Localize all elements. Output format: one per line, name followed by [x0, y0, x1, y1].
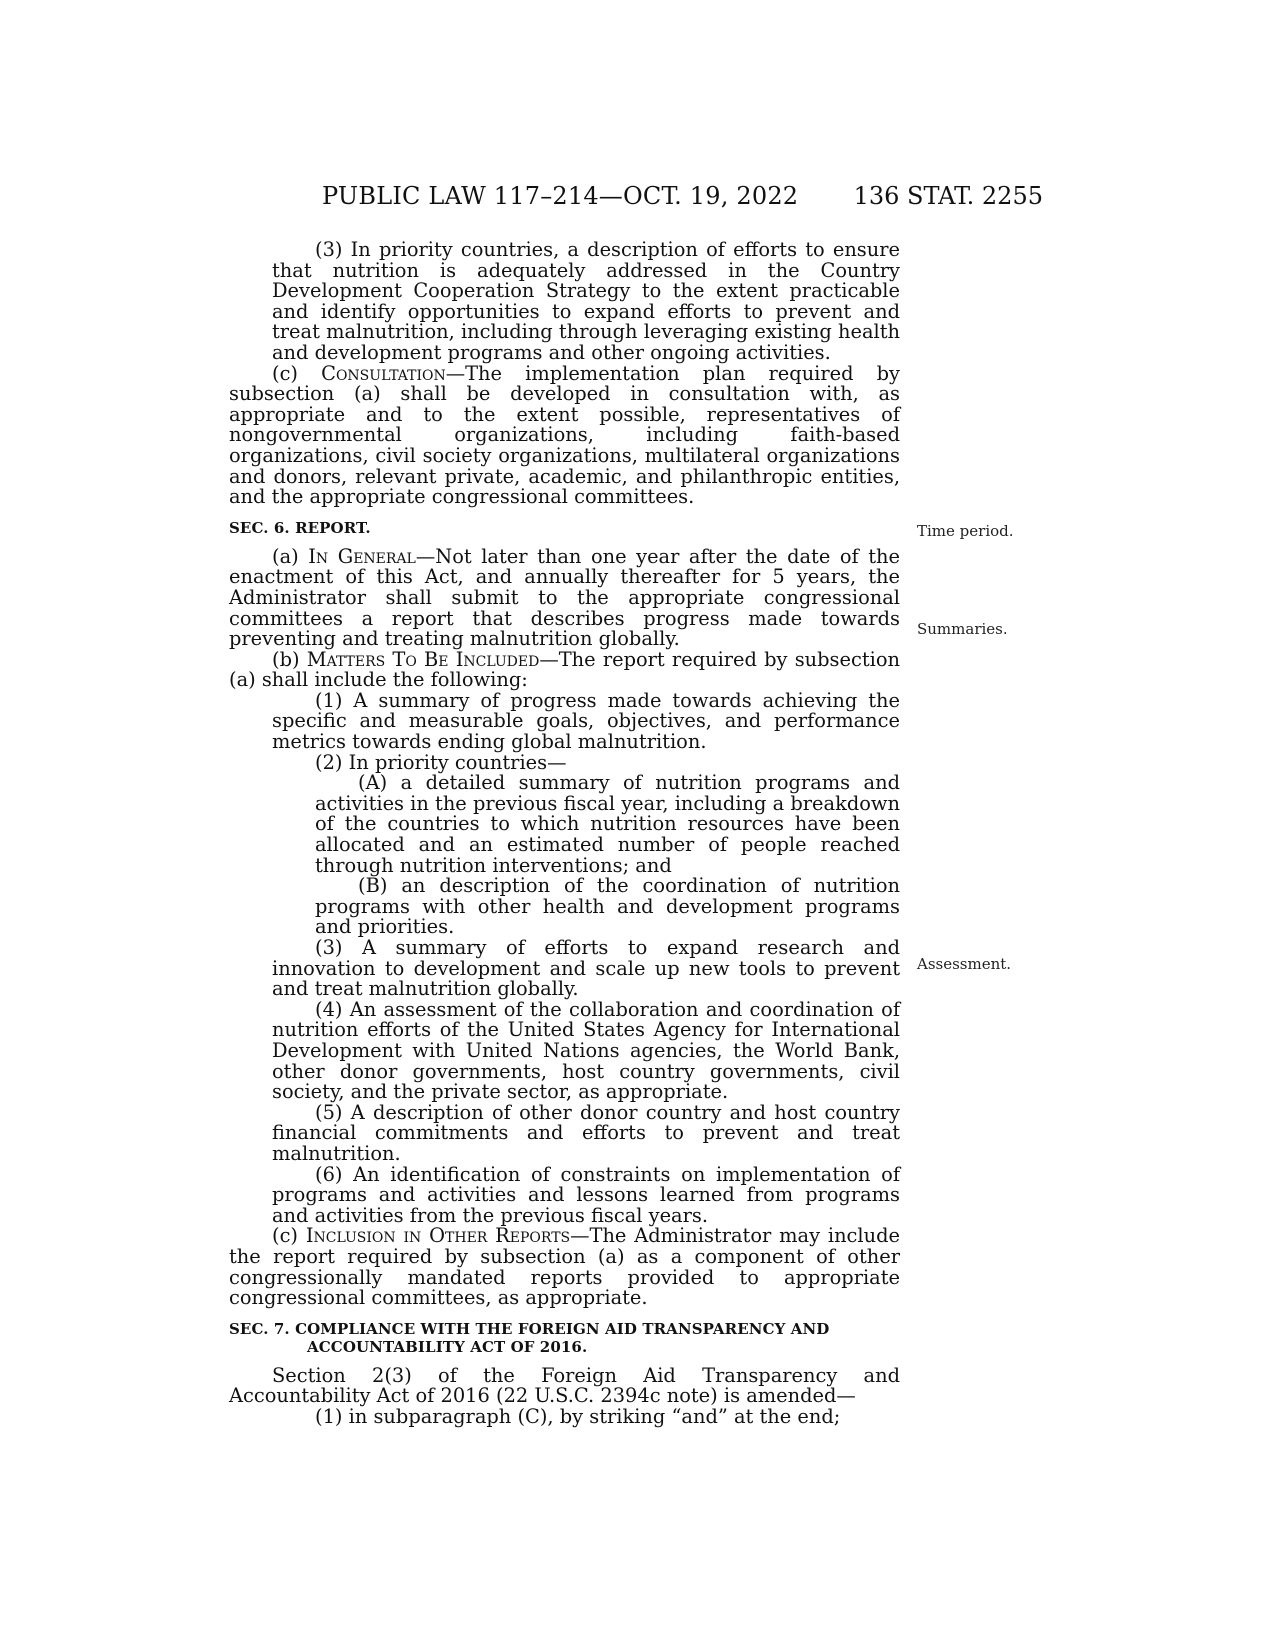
margin-note-summaries: Summaries.: [917, 620, 1008, 638]
paragraph-b4: (4) An assessment of the collaboration and coordination of nutrition efforts of the United States Agency for International Development with United Nations agencies, the World Bank, other donor governments, host country governments, civil society, and the private sector, as appropriate.: [272, 997, 900, 1104]
section-7-heading-line1: SEC. 7. COMPLIANCE WITH THE FOREIGN AID TRANSPARENCY AND: [229, 1319, 830, 1338]
subsection-text: —The report required by subsection (a) shall include the following:: [229, 647, 900, 692]
section-7-text: Section 2(3) of the Foreign Aid Transparency and Accountability Act of 2016 (22 U.S.C. 2394c note) is amended—: [229, 1363, 900, 1408]
subparagraph-b2b: (B) an description of the coordination of nutrition programs with other health and development programs and priorities.: [315, 874, 900, 939]
subsection-c-consultation: (c) Consultation—The implementation plan required by subsection (a) shall be developed in consultation with, as appropriate and to the extent possible, representatives of nongovernmental organizations, including faith-based organizations, civil society organizations, multilateral organizations and donors, relevant private, academic, and philanthropic entities, and the appropriate congressional committees.: [229, 361, 901, 509]
paragraph-b6: (6) An identification of constraints on implementation of programs and activities and lessons learned from programs and activities from the previous fiscal years.: [272, 1162, 900, 1227]
section-7-paragraph-1: (1) in subparagraph (C), by striking “and” at the end;: [315, 1404, 841, 1428]
page-header: [0, 182, 1275, 212]
subsection-text: —The Administrator may include the report required by subsection (a) as a component of other congressionally mandated reports provided to appropriate congressional committees, as appropriate.: [229, 1224, 900, 1310]
subsection-c-inclusion: (c) Inclusion in Other Reports—The Administrator may include the report required by subsection (a) as a component of other congressionally mandated reports provided to appropriate congressional committees, as appropriate.: [229, 1224, 900, 1310]
statute-page-number: 136 STAT. 2255: [853, 182, 1043, 210]
subsection-text: —The implementation plan required by subsection (a) shall be developed in consultation with, as appropriate and to the extent possible, representatives of nongovernmental organizations, including faith-based organizations, civil society organizations, multilateral organizations and donors, relevant private, academic, and philanthropic entities, and the appropriate congressional committees.: [229, 361, 901, 509]
paragraph-b3: (3) A summary of efforts to expand research and innovation to development and scale up new tools to prevent and treat malnutrition globally.: [272, 936, 900, 1001]
subsection-heading: Consultation: [321, 361, 446, 385]
document-body: [229, 240, 900, 1427]
paragraph-b5: (5) A description of other donor country and host country financial commitments and efforts to prevent and treat malnutrition.: [272, 1100, 900, 1165]
subparagraph-b2a: (A) a detailed summary of nutrition programs and activities in the previous fiscal year, including a breakdown of the countries to which nutrition resources have been allocated and an estimated number of people reached through nutrition interventions; and: [315, 771, 900, 877]
section-6-heading: SEC. 6. REPORT.: [229, 518, 371, 537]
margin-note-time-period: Time period.: [917, 522, 1014, 540]
paragraph-b3-priority-countries: (3) In priority countries, a description of efforts to ensure that nutrition is adequately addressed in the Country Development Cooperation Strategy to the extent practicable and identify opportunities to expand efforts to prevent and treat malnutrition, including through leveraging existing health and development programs and other ongoing activities.: [272, 238, 900, 364]
subsection-heading: In General: [308, 544, 416, 568]
subsection-heading: Matters To Be Included: [306, 647, 540, 671]
subsection-b-matters: (b) Matters To Be Included—The report required by subsection (a) shall include the following:: [229, 647, 900, 692]
paragraph-b2: (2) In priority countries—: [315, 750, 567, 774]
subsection-text: —Not later than one year after the date of the enactment of this Act, and annually thereafter for 5 years, the Administrator shall submit to the appropriate congressional committees a report that describes progress made towards preventing and treating malnutrition globally.: [229, 544, 901, 651]
margin-note-assessment: Assessment.: [917, 955, 1012, 973]
paragraph-b1: (1) A summary of progress made towards achieving the specific and measurable goals, objectives, and performance metrics towards ending global malnutrition.: [272, 688, 900, 754]
section-7-heading-line2: ACCOUNTABILITY ACT OF 2016.: [307, 1337, 588, 1356]
subsection-heading: Inclusion in Other Reports: [305, 1224, 571, 1248]
section-7-heading: [229, 1320, 900, 1356]
running-title: PUBLIC LAW 117–214—OCT. 19, 2022: [322, 182, 799, 210]
subsection-a-in-general: (a) In General—Not later than one year after the date of the enactment of this Act, and annually thereafter for 5 years, the Administrator shall submit to the appropriate congressional committees a report that describes progress made towards preventing and treating malnutrition globally.: [229, 544, 901, 651]
